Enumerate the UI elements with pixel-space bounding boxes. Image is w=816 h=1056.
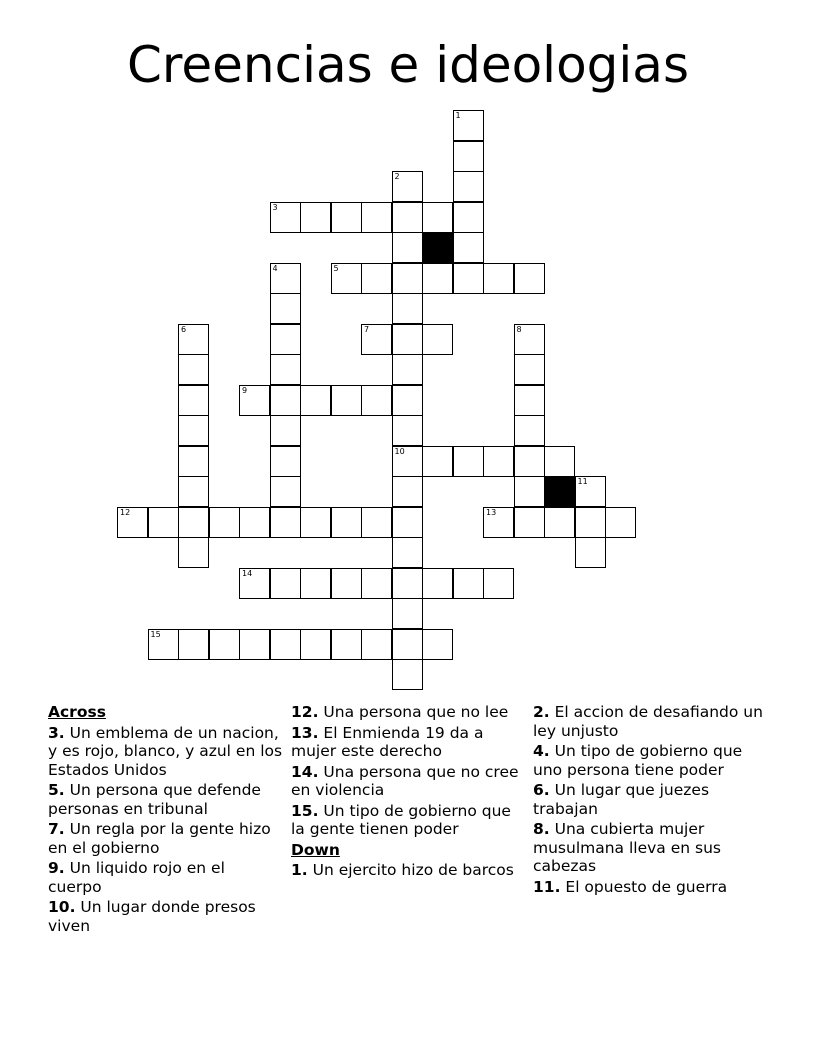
crossword-cell[interactable] <box>178 476 209 507</box>
clue-item-text: El accion de desafiando un ley unjusto <box>533 703 763 740</box>
crossword-black-cell <box>422 232 453 263</box>
crossword-cell[interactable] <box>300 385 331 416</box>
clue-item-number: 1. <box>291 861 308 879</box>
crossword-cell[interactable] <box>392 354 423 385</box>
clue-item <box>533 781 763 818</box>
clue-item <box>48 820 283 857</box>
crossword-cell[interactable] <box>300 568 331 599</box>
crossword-cell[interactable] <box>178 446 209 477</box>
clue-number: 15 <box>150 629 161 639</box>
clue-number: 7 <box>364 324 370 334</box>
crossword-cell[interactable] <box>514 324 545 355</box>
clue-number: 6 <box>181 324 187 334</box>
crossword-cell[interactable] <box>178 415 209 446</box>
crossword-cell[interactable] <box>392 446 423 477</box>
crossword-cell[interactable] <box>514 415 545 446</box>
clue-item <box>48 781 283 818</box>
clue-item-text: Un emblema de un nacion, y es rojo, blanco, y azul en los Estados Unidos <box>48 723 283 779</box>
crossword-cell[interactable] <box>361 324 392 355</box>
clue-number: 12 <box>120 507 131 517</box>
crossword-cell[interactable] <box>270 476 301 507</box>
crossword-cell[interactable] <box>239 629 270 660</box>
crossword-cell[interactable] <box>392 415 423 446</box>
clue-item-text: Un tipo de gobierno que uno persona tiene poder <box>533 742 743 779</box>
clue-item <box>533 878 763 897</box>
crossword-cell[interactable] <box>453 202 484 233</box>
across-clues-continued <box>291 703 521 839</box>
clue-item <box>291 763 521 800</box>
clue-number: 4 <box>272 263 278 273</box>
clue-item-number: 14. <box>291 762 319 781</box>
clue-item <box>291 724 521 761</box>
crossword-cell[interactable] <box>453 232 484 263</box>
crossword-cell[interactable] <box>605 507 636 538</box>
down-heading: Down <box>291 840 340 859</box>
page-title: Creencias e ideologias <box>127 36 689 94</box>
crossword-cell[interactable] <box>422 568 453 599</box>
clue-item <box>533 820 763 876</box>
crossword-cell[interactable] <box>331 568 362 599</box>
crossword-cell[interactable] <box>178 629 209 660</box>
crossword-cell[interactable] <box>270 293 301 324</box>
crossword-cell[interactable] <box>392 537 423 568</box>
crossword-cell[interactable] <box>483 263 514 294</box>
clue-number: 3 <box>272 202 278 212</box>
crossword-cell[interactable] <box>544 507 575 538</box>
crossword-cell[interactable] <box>422 446 453 477</box>
clue-number: 9 <box>242 385 248 395</box>
crossword-cell[interactable] <box>209 507 240 538</box>
clue-item-text: Un lugar donde presos viven <box>48 898 256 935</box>
crossword-cell[interactable] <box>392 385 423 416</box>
clue-item-number: 8. <box>533 820 550 838</box>
crossword-cell[interactable] <box>544 446 575 477</box>
crossword-cell[interactable] <box>361 629 392 660</box>
clue-item <box>291 861 521 880</box>
clue-item <box>291 703 521 722</box>
clues-column-1 <box>48 703 283 937</box>
crossword-cell[interactable] <box>178 324 209 355</box>
crossword-cell[interactable] <box>148 507 179 538</box>
crossword-cell[interactable] <box>392 507 423 538</box>
clues-column-2 <box>291 703 521 882</box>
clue-item-text: Un regla por la gente hizo en el gobierno <box>48 820 271 857</box>
down-clues <box>291 861 521 880</box>
crossword-cell[interactable] <box>361 202 392 233</box>
clue-item-number: 3. <box>48 723 65 742</box>
clue-item-number: 13. <box>291 723 319 742</box>
clue-item <box>291 802 521 839</box>
crossword-cell[interactable] <box>422 202 453 233</box>
crossword-cell[interactable] <box>331 385 362 416</box>
crossword-cell[interactable] <box>453 446 484 477</box>
clue-item-text: Un persona que defende personas en tribunal <box>48 781 261 818</box>
clue-item-number: 12. <box>291 703 319 721</box>
crossword-cell[interactable] <box>392 568 423 599</box>
crossword-cell[interactable] <box>270 507 301 538</box>
down-clues-continued <box>533 703 763 896</box>
crossword-cell[interactable] <box>514 507 545 538</box>
crossword-cell[interactable] <box>270 202 301 233</box>
crossword-cell[interactable] <box>392 293 423 324</box>
clue-item-number: 6. <box>533 781 550 799</box>
crossword-cell[interactable] <box>392 659 423 690</box>
crossword-cell[interactable] <box>392 263 423 294</box>
crossword-cell[interactable] <box>300 507 331 538</box>
clue-number: 10 <box>394 446 405 456</box>
crossword-cell[interactable] <box>209 629 240 660</box>
crossword-cell[interactable] <box>270 324 301 355</box>
clue-item-number: 7. <box>48 820 65 838</box>
crossword-cell[interactable] <box>453 171 484 202</box>
across-heading: Across <box>48 703 106 721</box>
crossword-cell[interactable] <box>270 354 301 385</box>
clue-item-number: 2. <box>533 703 550 721</box>
crossword-cell[interactable] <box>331 507 362 538</box>
clue-item <box>48 859 283 896</box>
crossword-cell[interactable] <box>575 537 606 568</box>
crossword-cell[interactable] <box>514 354 545 385</box>
crossword-cell[interactable] <box>575 476 606 507</box>
crossword-cell[interactable] <box>392 598 423 629</box>
clue-item-text: Un tipo de gobierno que la gente tienen poder <box>291 801 511 838</box>
crossword-cell[interactable] <box>514 385 545 416</box>
crossword-cell[interactable] <box>300 629 331 660</box>
crossword-cell[interactable] <box>392 476 423 507</box>
crossword-cell[interactable] <box>270 446 301 477</box>
crossword-cell[interactable] <box>453 263 484 294</box>
crossword-cell[interactable] <box>331 202 362 233</box>
across-clues <box>48 724 283 936</box>
crossword-cell[interactable] <box>178 385 209 416</box>
crossword-cell[interactable] <box>514 263 545 294</box>
crossword-cell[interactable] <box>178 537 209 568</box>
clue-item-text: Una persona que no cree en violencia <box>291 762 519 799</box>
crossword-cell[interactable] <box>483 507 514 538</box>
clue-item <box>48 724 283 780</box>
crossword-cell[interactable] <box>392 202 423 233</box>
clues-column-3 <box>533 703 763 898</box>
crossword-cell[interactable] <box>575 507 606 538</box>
crossword-cell[interactable] <box>270 385 301 416</box>
crossword-cell[interactable] <box>361 568 392 599</box>
crossword-cell[interactable] <box>422 263 453 294</box>
clue-item-text: Una persona que no lee <box>318 703 509 721</box>
crossword-cell[interactable] <box>392 324 423 355</box>
clue-item-text: El opuesto de guerra <box>560 877 728 896</box>
crossword-cell[interactable] <box>239 507 270 538</box>
crossword-cell[interactable] <box>117 507 148 538</box>
crossword-cell[interactable] <box>453 141 484 172</box>
clue-item <box>533 703 763 740</box>
clue-number: 13 <box>486 507 497 517</box>
clue-number: 8 <box>516 324 522 334</box>
clue-number: 5 <box>333 263 339 273</box>
crossword-cell[interactable] <box>453 568 484 599</box>
clue-number: 1 <box>455 111 461 120</box>
clue-item-number: 10. <box>48 898 76 916</box>
crossword-cell[interactable] <box>300 202 331 233</box>
crossword-cell[interactable] <box>392 232 423 263</box>
clue-number: 11 <box>577 477 588 486</box>
clue-item-text: Un liquido rojo en el cuerpo <box>48 859 225 896</box>
clue-item <box>533 742 763 779</box>
crossword-cell[interactable] <box>392 629 423 660</box>
clue-item-text: Un ejercito hizo de barcos <box>307 861 514 879</box>
clue-item-number: 9. <box>48 859 65 877</box>
crossword-cell[interactable] <box>331 629 362 660</box>
crossword-cell[interactable] <box>239 385 270 416</box>
crossword-cell[interactable] <box>148 629 179 660</box>
crossword-cell[interactable] <box>514 476 545 507</box>
clue-item <box>48 898 283 935</box>
crossword-cell[interactable] <box>361 263 392 294</box>
clue-item-text: Una cubierta mujer musulmana lleva en sus cabezas <box>533 820 721 875</box>
crossword-cell[interactable] <box>178 354 209 385</box>
crossword-cell[interactable] <box>483 568 514 599</box>
crossword-cell[interactable] <box>178 507 209 538</box>
crossword-cell[interactable] <box>239 568 270 599</box>
clue-number: 2 <box>394 172 400 181</box>
crossword-cell[interactable] <box>270 629 301 660</box>
crossword-cell[interactable] <box>270 568 301 599</box>
crossword-cell[interactable] <box>392 171 423 202</box>
crossword-black-cell <box>544 476 575 507</box>
crossword-cell[interactable] <box>361 385 392 416</box>
clue-item-text: El Enmienda 19 da a mujer este derecho <box>291 723 484 760</box>
crossword-cell[interactable] <box>422 324 453 355</box>
crossword-cell[interactable] <box>422 629 453 660</box>
clue-item-number: 15. <box>291 801 319 820</box>
crossword-cell[interactable] <box>514 446 545 477</box>
crossword-cell[interactable] <box>331 263 362 294</box>
crossword-cell[interactable] <box>270 263 301 294</box>
clue-item-text: Un lugar que juezes trabajan <box>533 781 710 818</box>
crossword-cell[interactable] <box>453 110 484 141</box>
clue-item-number: 11. <box>533 877 561 896</box>
clue-item-number: 5. <box>48 781 65 799</box>
clue-item-number: 4. <box>533 742 550 760</box>
crossword-cell[interactable] <box>483 446 514 477</box>
crossword-cell[interactable] <box>361 507 392 538</box>
clue-number: 14 <box>242 568 253 578</box>
crossword-cell[interactable] <box>270 415 301 446</box>
